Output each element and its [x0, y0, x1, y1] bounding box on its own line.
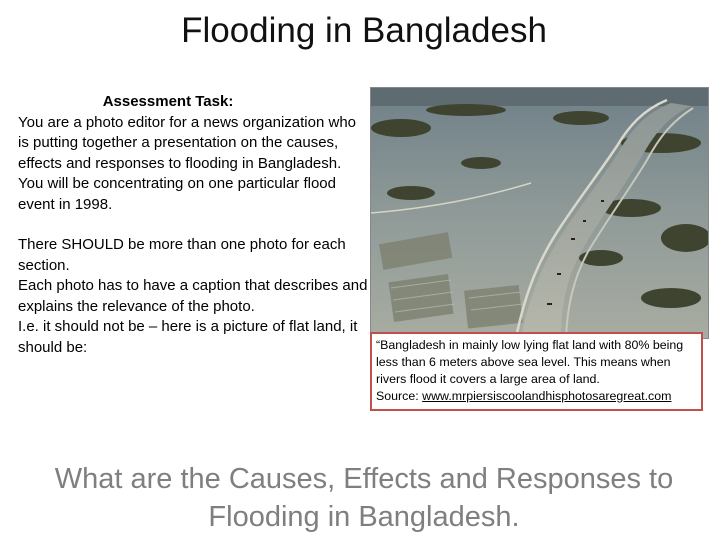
task-heading: Assessment Task: — [102, 93, 234, 110]
subtitle-question: What are the Causes, Effects and Responses to Flooding in Bangladesh. — [54, 463, 674, 533]
caption-source-link[interactable]: www.mrpiersiscoolandhisphotosaregreat.com — [422, 389, 672, 403]
flood-aerial-image — [371, 88, 708, 338]
task-intro: You are a photo editor for a news organization who is putting together a presentation on the causes, effects and responses to flooding in Bangladesh. You will be concentrating on one particular flood event in 1998. — [18, 113, 357, 213]
caption-text: “Bangladesh in mainly low lying flat land with 80% being less than 6 meters above sea level. This means when rivers flood it covers a large area of land. — [376, 338, 684, 386]
paragraph-gap — [18, 215, 370, 235]
slide-title: Flooding in Bangladesh — [181, 11, 547, 50]
task-line-2: Each photo has to have a caption that describes and explains the relevance of the photo. — [18, 277, 368, 315]
task-line-1: There SHOULD be more than one photo for each section. — [18, 236, 346, 274]
flood-photo — [370, 87, 709, 339]
task-line-3: I.e. it should not be – here is a picture of flat land, it should be: — [18, 318, 358, 356]
assessment-task — [18, 92, 370, 358]
photo-caption-box — [370, 332, 703, 411]
caption-source-label: Source: — [376, 389, 423, 403]
